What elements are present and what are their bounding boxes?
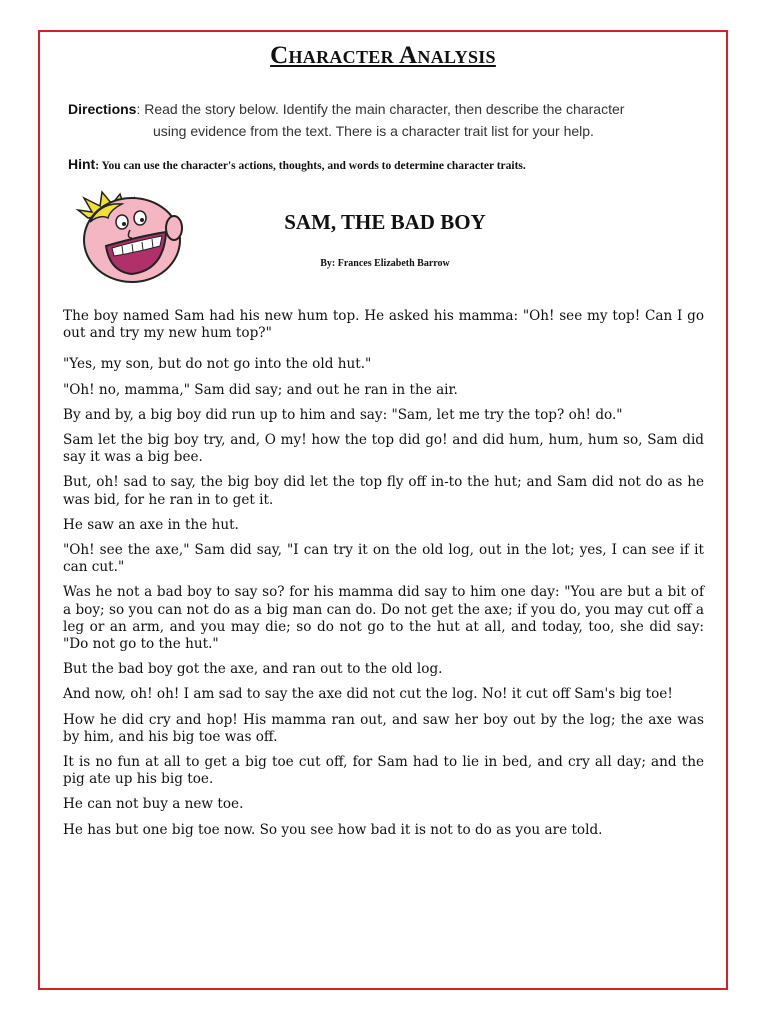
story-paragraph: How he did cry and hop! His mamma ran out, and saw her boy out by the log; the axe was by him, and his big toe was off. <box>63 711 704 745</box>
story-paragraph: But, oh! sad to say, the big boy did let the top fly off in-to the hut; and Sam did not do as he was bid, for he ran in to get it. <box>63 474 704 508</box>
cartoon-boy-face-icon <box>70 188 188 286</box>
hint-label: Hint <box>68 156 96 172</box>
story-paragraph: But the bad boy got the axe, and ran out to the old log. <box>63 661 443 678</box>
story-paragraph: He can not buy a new toe. <box>63 796 244 813</box>
directions <box>68 98 686 142</box>
story-paragraph: Was he not a bad boy to say so? for his mamma did say to him one day: "You are but a bit of a boy; so you can not do as a big man can do. Do not get the axe; if you do, you may cut off a leg or an arm, and you may die; so do not go to the hut at all, and today, too, she did say: "Do not go to the hut." <box>63 584 704 653</box>
story-paragraph: By and by, a big boy did run up to him and say: "Sam, let me try the top? oh! do." <box>63 406 623 423</box>
directions-text-line1: : Read the story below. Identify the main character, then describe the character <box>136 101 625 117</box>
story-paragraph: The boy named Sam had his new hum top. He asked his mamma: "Oh! see my top! Can I go out and try my new hum top?" <box>63 308 704 342</box>
story-paragraph: "Yes, my son, but do not go into the old hut." <box>63 356 372 373</box>
directions-label: Directions <box>68 101 137 117</box>
directions-text-line2: using evidence from the text. There is a character trait list for your help. <box>153 123 594 139</box>
hint <box>68 156 706 172</box>
story-paragraph: "Oh! see the axe," Sam did say, "I can try it on the old log, out in the lot; yes, I can see if it can cut." <box>63 542 704 576</box>
hint-text: : You can use the character's actions, thoughts, and words to determine character traits. <box>95 160 526 172</box>
story-author: By: Frances Elizabeth Barrow <box>320 258 450 269</box>
worksheet-frame <box>38 30 728 990</box>
story-paragraph: And now, oh! oh! I am sad to say the axe did not cut the log. No! it cut off Sam's big toe! <box>63 686 673 703</box>
page-title: Character Analysis <box>270 42 496 69</box>
story-paragraph: He saw an axe in the hut. <box>63 516 239 533</box>
story-paragraph: "Oh! no, mamma," Sam did say; and out he ran in the air. <box>63 381 458 398</box>
story-title: SAM, THE BAD BOY <box>284 210 486 234</box>
story-body <box>63 308 704 847</box>
story-paragraph: It is no fun at all to get a big toe cut off, for Sam had to lie in bed, and cry all day; and the pig ate up his big toe. <box>63 754 704 788</box>
story-paragraph: He has but one big toe now. So you see how bad it is not to do as you are told. <box>63 821 603 838</box>
story-paragraph: Sam let the big boy try, and, O my! how the top did go! and did hum, hum, hum so, Sam did say it was a big bee. <box>63 432 704 466</box>
